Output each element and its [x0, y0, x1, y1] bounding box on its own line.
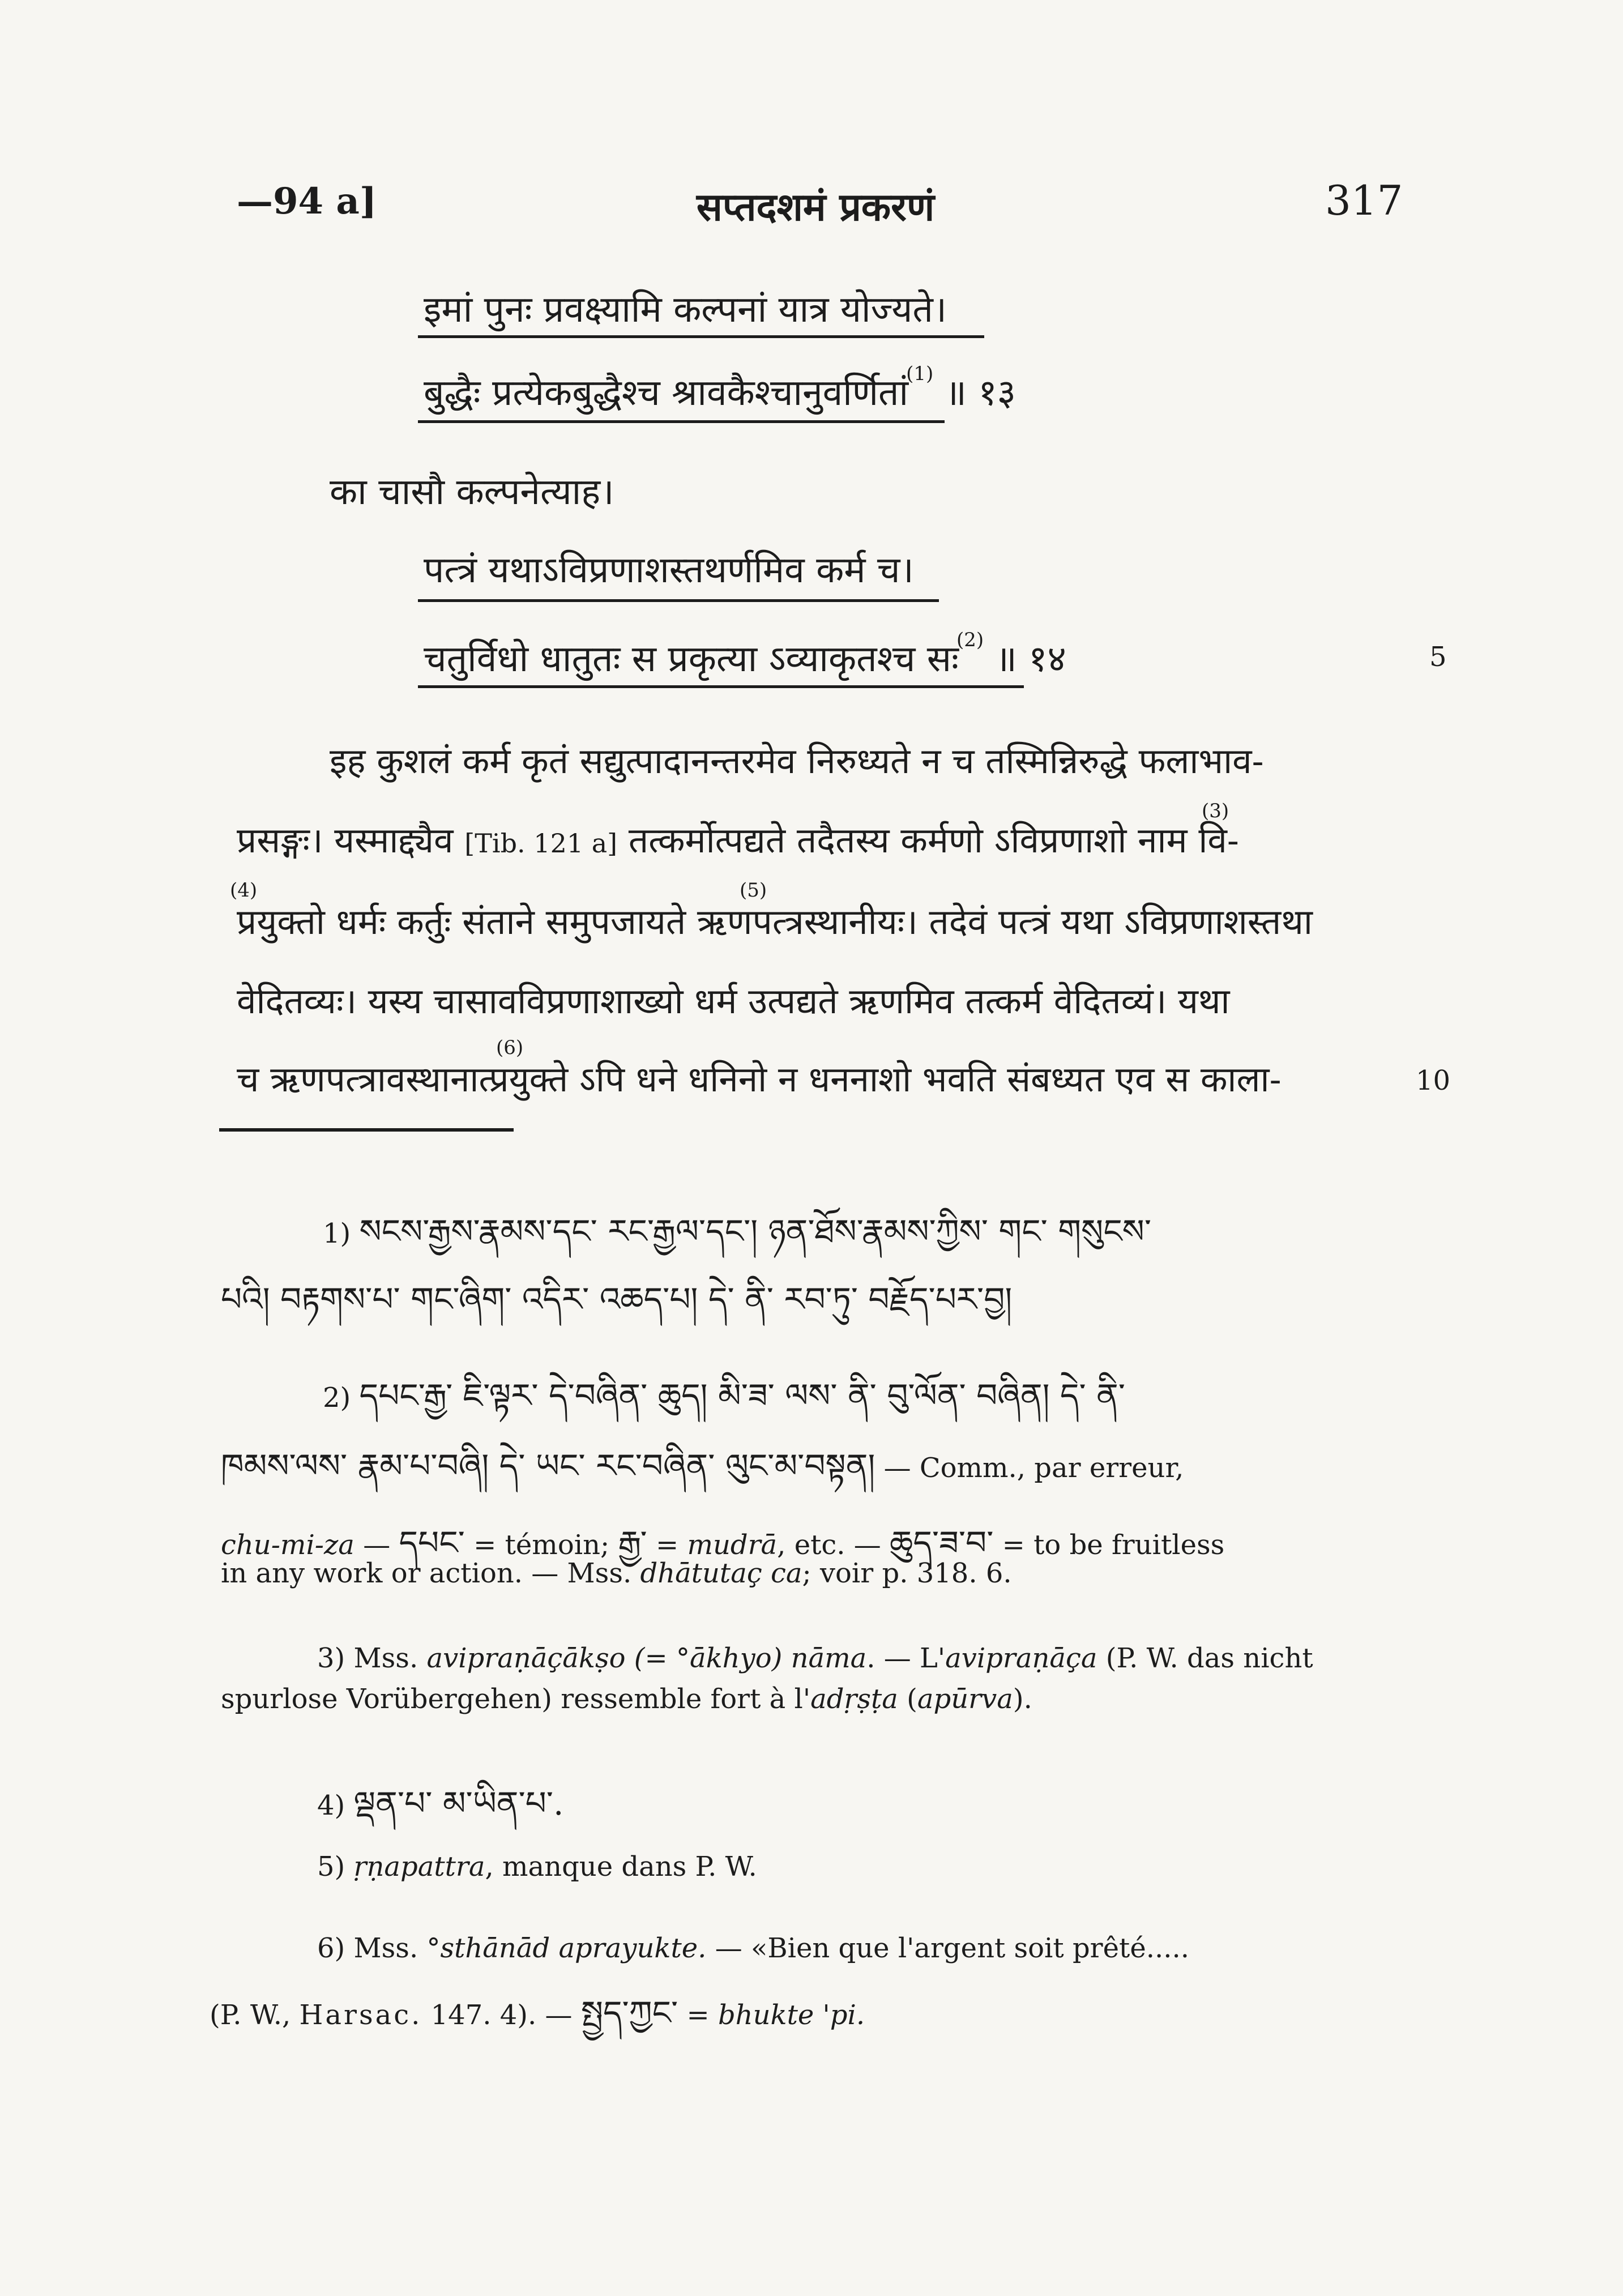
italic-term: °sthānād aprayukte. [426, 1932, 707, 1964]
footnote-text: 147. 4). — [430, 1999, 573, 2031]
verse-number: ॥ १४ [995, 638, 1066, 680]
footnote-4 [317, 1767, 563, 1859]
footnote-text: = témoin; [473, 1529, 610, 1561]
tibetan-word: ཆུད་ཟ་བ་ [890, 1523, 994, 1562]
tibetan-text: དཔང་རྒྱ་ ཇི་ལྟར་ དེ་བཞིན་ ཆུད། མི་ཟ་ ལས་ ནི་ བུ་ལོན་ བཞིན། དེ་ ནི་ [359, 1376, 1125, 1415]
verse-14-line-2 [424, 629, 1066, 682]
italic-term: mudrā [687, 1529, 778, 1561]
running-header-title: सप्तदशमं प्रकरणं [696, 185, 935, 230]
italic-term: apūrva [917, 1683, 1013, 1715]
italic-term: dhātutaç ca [640, 1557, 802, 1589]
verse-13-line-2 [424, 362, 1016, 416]
footnote-marker-4: (4) [230, 879, 258, 902]
footnote-marker: (2) [956, 629, 984, 651]
tibetan-page-ref: [Tib. 121 a] [464, 828, 618, 859]
verse-underline [418, 420, 945, 423]
footnote-text: — «Bien que l'argent soit prêté..... [715, 1932, 1190, 1964]
footnote-text: ). [1013, 1683, 1032, 1715]
footnote-text: 6) Mss. [317, 1932, 418, 1964]
footnote-6-line-2 [210, 1977, 865, 2069]
verse-14-line-1: पत्त्रं यथाऽविप्रणाशस्तथर्णमिव कर्म च। [424, 549, 914, 591]
equals-sign: = [686, 1999, 710, 2031]
footnote-number: 5) [317, 1851, 345, 1883]
tibetan-word: དཔང་ [399, 1523, 465, 1562]
intro-line: का चासौ कल्पनेत्याह। [330, 471, 614, 513]
verse-13-line-1: इमां पुनः प्रवक्ष्यामि कल्पनां यात्र योज्यते। [424, 289, 947, 331]
verse-underline [418, 599, 939, 602]
verse-text: बुद्धैः प्रत्येकबुद्धैश्च श्रावकैश्चानुवर्णितां [424, 372, 909, 414]
equals-sign: = [655, 1529, 679, 1561]
italic-term: chu-mi-za [221, 1529, 355, 1561]
footnote-text: (P. W. das nicht [1105, 1642, 1313, 1674]
footnote-text: , manque dans P. W. [485, 1851, 757, 1883]
prose-line-4: वेदितव्यः। यस्य चासावविप्रणाशाख्यो धर्म उत्पद्यते ऋणमिव तत्कर्म वेदितव्यं। यथा [237, 980, 1230, 1022]
page-number: 317 [1325, 177, 1403, 224]
prose-text: प्रसङ्गः। यस्माद्द्यैव [237, 820, 454, 861]
italic-term: (= °ākhyo) [634, 1642, 783, 1674]
footnote-number: 4) [317, 1790, 345, 1821]
footnote-marker-6: (6) [496, 1036, 524, 1059]
footnote-text: ; voir p. 318. 6. [802, 1557, 1012, 1589]
footnote-1-line-2: པའི། བརྟགས་པ་ གང་ཞིག་ འདིར་ འཆད་པ། དེ་ ནི་ རབ་ཏུ་ བརྗོད་པར་བྱ། [221, 1280, 1013, 1318]
prose-line-5: च ऋणपत्त्रावस्थानात्प्रयुक्ते ऽपि धने धनिनो न धननाशो भवति संबध्यत एव स काला- [237, 1059, 1282, 1100]
footnote-marker: (1) [906, 362, 934, 385]
footnote-5 [317, 1851, 757, 1883]
footnote-2-line-4 [221, 1557, 1012, 1589]
dash: — [363, 1529, 391, 1561]
tibetan-text: ལྡན་པ་ མ་ཡིན་པ་. [353, 1784, 564, 1823]
footnote-text: Harsac. [299, 1999, 422, 2031]
footnote-text: in any work or action. — Mss. [221, 1557, 632, 1589]
footnote-text: = to be fruitless [1002, 1529, 1225, 1561]
footnote-marker-5: (5) [740, 879, 767, 902]
footnote-separator [219, 1128, 514, 1132]
italic-term: ṛṇapattra [353, 1851, 485, 1883]
verse-text: चतुर्विधो धातुतः स प्रकृत्या ऽव्याकृतश्च सः [424, 638, 959, 680]
footnote-text: . — L' [866, 1642, 946, 1674]
footnote-text: , etc. — [777, 1529, 881, 1561]
tibetan-text: ཁམས་ལས་ རྣམ་པ་བཞི། དེ་ ཡང་ རང་བཞིན་ ལུང་མ་བསྟན། [221, 1446, 875, 1485]
tibetan-word: རྒྱ་ [618, 1523, 647, 1562]
line-margin-number: 5 [1429, 641, 1447, 673]
verse-number: ॥ १३ [945, 372, 1016, 414]
italic-term: avipraṇāça [945, 1642, 1097, 1674]
footnote-marker-3: (3) [1202, 800, 1229, 822]
tibetan-word: སྤྱད་ཀྱང་ [580, 1994, 678, 2032]
verse-underline [418, 685, 1024, 688]
footnote-text: spurlose Vorübergehen) ressemble fort à l' [221, 1683, 811, 1715]
prose-line-1: इह कुशलं कर्म कृतं सद्युत्पादानन्तरमेव निरुध्यते न च तस्मिन्निरुद्धे फलाभाव- [330, 740, 1264, 782]
footnote-text: ( [907, 1683, 917, 1715]
line-margin-number: 10 [1416, 1065, 1451, 1096]
running-header-left: —94 a] [237, 180, 377, 223]
footnote-3-line-1 [317, 1642, 1313, 1674]
italic-term: bhukte 'pi. [717, 1999, 865, 2031]
prose-text: तत्कर्मोत्पद्यते तदैतस्य कर्मणो ऽविप्रणाशो नाम वि- [628, 820, 1239, 861]
footnote-text: 3) Mss. [317, 1642, 418, 1674]
italic-term: avipraṇāçākṣo [426, 1642, 626, 1674]
verse-underline [418, 335, 984, 338]
italic-term: nāma [791, 1642, 867, 1674]
prose-line-2 [237, 816, 1239, 863]
prose-line-3: प्रयुक्तो धर्मः कर्तुः संताने समुपजायते ऋणपत्त्रस्थानीयः। तदेवं पत्त्रं यथा ऽविप्रणाशस्तथा [237, 901, 1313, 942]
footnote-text: (P. W., [210, 1999, 291, 2031]
footnote-number: 1) [323, 1218, 351, 1249]
footnote-text: — Comm., par erreur, [883, 1452, 1184, 1484]
footnote-number: 2) [323, 1382, 351, 1414]
tibetan-text: སངས་རྒྱས་རྣམས་དང་ རང་རྒྱལ་དང་། ཉན་ཐོས་རྣམས་ཀྱིས་ གང་ གསུངས་ [359, 1212, 1151, 1251]
footnote-3-line-2 [221, 1683, 1032, 1715]
italic-term: adṛṣṭa [810, 1683, 898, 1715]
footnote-6-line-1 [317, 1932, 1189, 1964]
